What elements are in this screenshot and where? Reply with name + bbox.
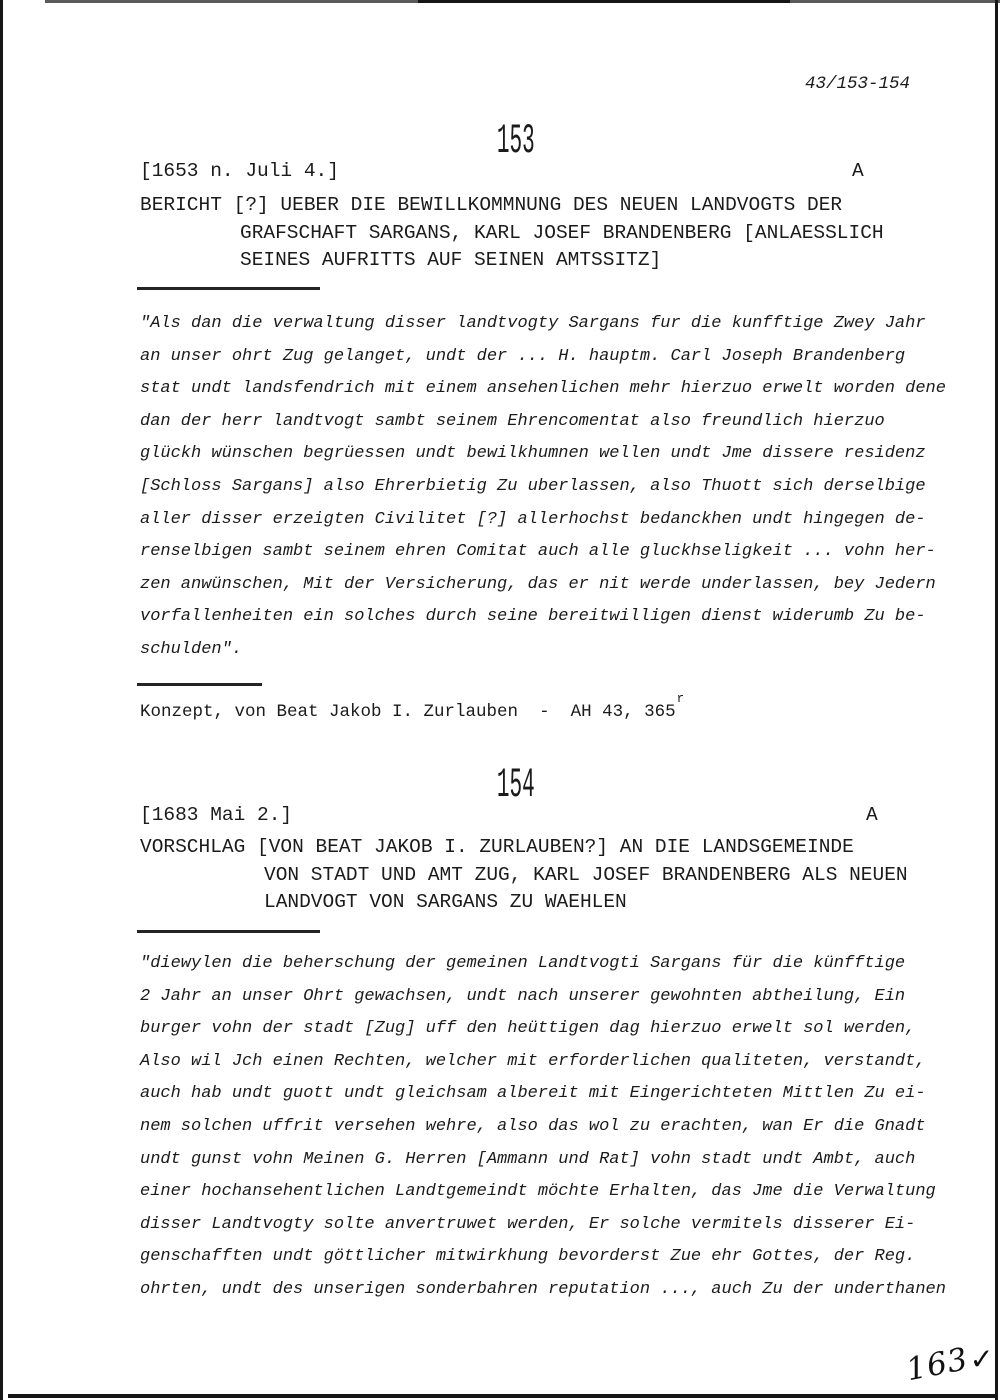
quote-line: vorfallenheiten ein solches durch seine bereitwilligen dienst widerumb Zu be- bbox=[140, 607, 926, 627]
quote-line: nem solchen uffrit versehen wehre, also das wol zu erachten, wan Er die Gnadt bbox=[140, 1116, 926, 1136]
title-line: VORSCHLAG [VON BEAT JAKOB I. ZURLAUBEN?] AN DIE LANDSGEMEINDE bbox=[140, 836, 854, 858]
quote-line: Also wil Jch einen Rechten, welcher mit erforderlichen qualiteten, verstandt, bbox=[140, 1051, 926, 1071]
page-edge-bottom bbox=[8, 1394, 998, 1398]
quote-line: dan der herr landtvogt sambt seinem Ehrencomentat also freundlich hierzuo bbox=[140, 411, 885, 431]
title-line: BERICHT [?] UEBER DIE BEWILLKOMMNUNG DES NEUEN LANDVOGTS DER bbox=[140, 194, 843, 216]
quote-line: an unser ohrt Zug gelanget, undt der ... H. hauptm. Carl Joseph Brandenberg bbox=[140, 346, 906, 366]
page-edge-top-dark-segment bbox=[418, 0, 790, 3]
quote-line: stat undt landsfendrich mit einem ansehenlichen mehr hierzuo erwelt worden dene bbox=[140, 379, 946, 399]
entry-number-153: 153 bbox=[497, 117, 535, 165]
title-line: VON STADT UND AMT ZUG, KARL JOSEF BRANDENBERG ALS NEUEN bbox=[264, 863, 908, 886]
quote-line: schulden". bbox=[140, 639, 243, 659]
source-text: Konzept, von Beat Jakob I. Zurlauben - AH 43, 365 bbox=[140, 701, 676, 722]
quote-line: glückh wünschen begrüessen undt bewilkhumnen wellen undt Jme dissere residenz bbox=[140, 444, 926, 464]
quote-line: burger vohn der stadt [Zug] uff den heüttigen dag hierzuo erwelt sol werden, bbox=[140, 1019, 916, 1039]
title-line: SEINES AUFRITTS AUF SEINEN AMTSSITZ] bbox=[240, 249, 662, 271]
quote-line: "Als dan die verwaltung disser landtvogty Sargans fur die kunfftige Zwey Jahr bbox=[140, 314, 926, 333]
entry-date: [1683 Mai 2.] bbox=[140, 804, 293, 826]
source-line bbox=[140, 694, 683, 724]
quote-line: auch hab undt guott undt gleichsam albereit mit Eingerichteten Mittlen Zu ei- bbox=[140, 1084, 926, 1104]
marginal-letter-a: A bbox=[852, 160, 864, 182]
quote-line: renselbigen sambt seinem ehren Comitat auch alle gluckhseligkeit ... vohn her- bbox=[140, 542, 936, 562]
separator-rule bbox=[137, 287, 320, 290]
entry-title bbox=[140, 192, 884, 275]
entry-number-heading bbox=[0, 117, 1000, 165]
title-line: GRAFSCHAFT SARGANS, KARL JOSEF BRANDENBERG [ANLAESSLICH bbox=[240, 221, 884, 244]
marginal-letter-a: A bbox=[866, 804, 878, 826]
page-edge-left bbox=[0, 0, 3, 1400]
quote-line: genschafften undt göttlicher mitwirkhung bevorderst Zue ehr Gottes, der Reg. bbox=[140, 1247, 916, 1267]
entry-quote bbox=[140, 948, 946, 1307]
separator-rule bbox=[137, 930, 320, 933]
entry-quote bbox=[140, 308, 946, 667]
quote-line: [Schloss Sargans] also Ehrerbietig Zu uberlassen, also Thuott sich derselbige bbox=[140, 476, 926, 496]
quote-line: disser Landtvogty solte anvertruwet werden, Er solche vermitels disserer Ei- bbox=[140, 1214, 916, 1234]
quote-line: ohrten, undt des unserigen sonderbahren reputation ..., auch Zu der underthanen bbox=[140, 1279, 946, 1299]
separator-rule bbox=[137, 683, 262, 686]
page-edge-right bbox=[995, 0, 998, 1400]
entry-title bbox=[140, 834, 908, 917]
quote-line: "diewylen die beherschung der gemeinen Landtvogti Sargans für die künfftige bbox=[140, 954, 906, 973]
quote-line: aller disser erzeigten Civilitet [?] allerhochst bedanckhen undt hingegen de- bbox=[140, 509, 926, 529]
check-mark-icon: ✓ bbox=[969, 1341, 996, 1377]
entry-number-heading bbox=[0, 761, 1000, 809]
quote-line: undt gunst vohn Meinen G. Herren [Ammann und Rat] vohn stadt undt Ambt, auch bbox=[140, 1149, 916, 1169]
handwritten-folio-note bbox=[903, 1336, 998, 1388]
quote-line: 2 Jahr an unser Ohrt gewachsen, undt nach unserer gewohnten abtheilung, Ein bbox=[140, 986, 906, 1006]
quote-line: einer hochansehentlichen Landtgemeindt möchte Erhalten, das Jme die Verwaltung bbox=[140, 1182, 936, 1202]
quote-line: zen anwünschen, Mit der Versicherung, das er nit werde underlassen, bey Jedern bbox=[140, 574, 936, 594]
source-superscript: r bbox=[676, 692, 685, 706]
title-line: LANDVOGT VON SARGANS ZU WAEHLEN bbox=[264, 891, 627, 913]
folio-reference: 43/153-154 bbox=[805, 74, 911, 94]
entry-number-154: 154 bbox=[497, 761, 535, 809]
entry-date: [1653 n. Juli 4.] bbox=[140, 160, 339, 182]
handwritten-number: 163 bbox=[903, 1341, 972, 1389]
